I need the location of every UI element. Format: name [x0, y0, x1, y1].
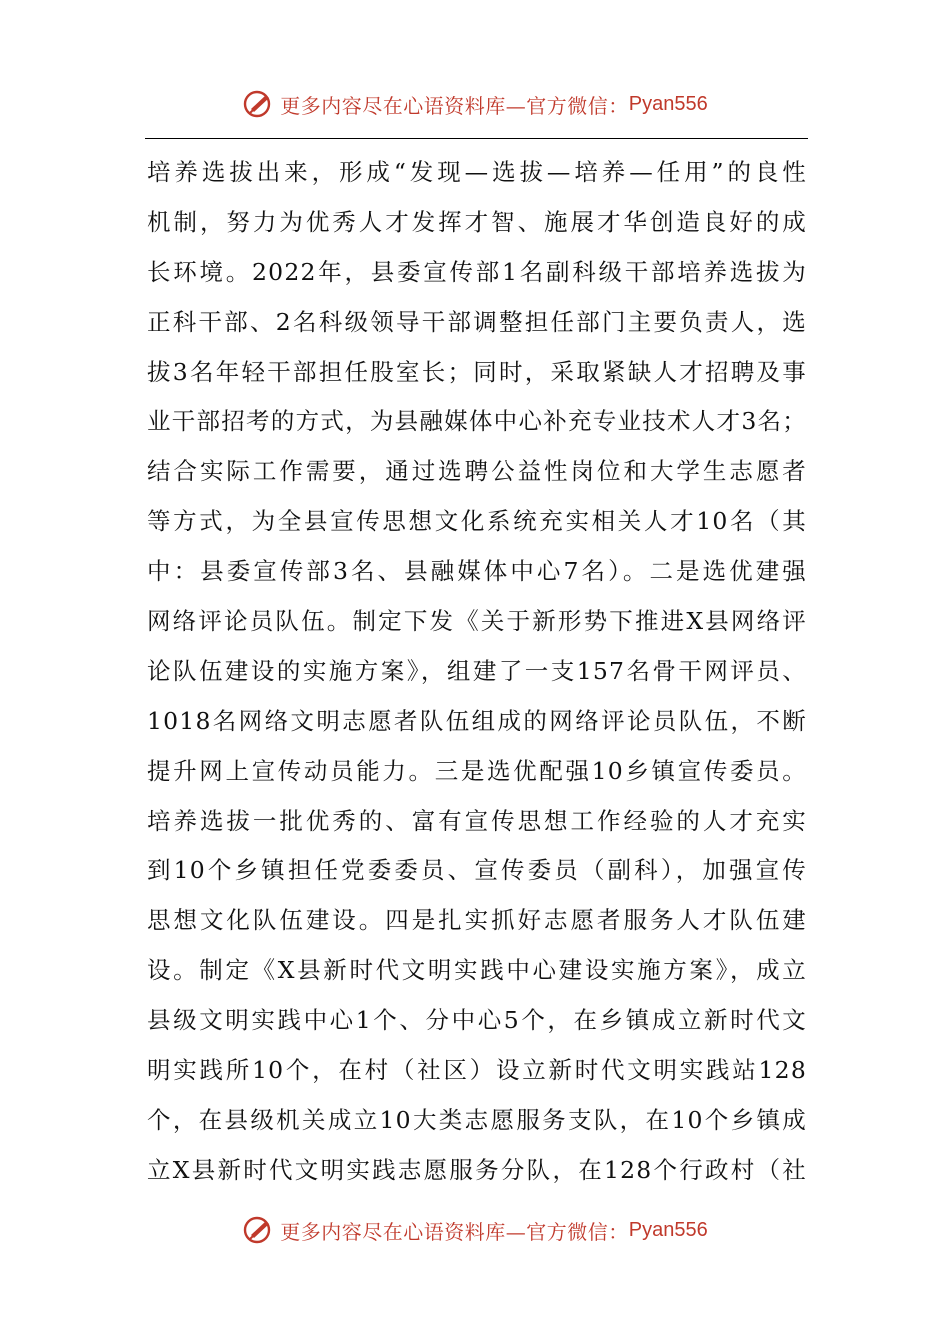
document-body [147, 148, 807, 1196]
text-line: 个，在县级机关成立10大类志愿服务支队，在10个乡镇成 [147, 1105, 807, 1134]
text-line: 县级文明实践中心1个、分中心5个，在乡镇成立新时代文 [147, 1006, 807, 1035]
text-line: 明实践所10个，在村（社区）设立新时代文明实践站128 [147, 1056, 807, 1085]
header-banner-text: 更多内容尽在心语资料库—官方微信： [280, 93, 629, 118]
footer-watermark-banner [0, 1210, 950, 1250]
text-line: 结合实际工作需要，通过选聘公益性岗位和大学生志愿者 [147, 457, 807, 486]
header-wechat-id: Pyan556 [628, 92, 708, 115]
header-divider [145, 138, 808, 139]
text-line: 设。制定《X县新时代文明实践中心建设实施方案》，成立 [147, 956, 807, 985]
text-line: 业干部招考的方式，为县融媒体中心补充专业技术人才3名； [147, 407, 807, 436]
text-line: 等方式，为全县宣传思想文化系统充实相关人才10名（其 [147, 507, 807, 536]
pen-logo-icon [242, 87, 276, 121]
text-line: 提升网上宣传动员能力。三是选优配强10乡镇宣传委员。 [147, 756, 807, 785]
text-line: 论队伍建设的实施方案》，组建了一支157名骨干网评员、 [147, 656, 807, 685]
text-line: 拔3名年轻干部担任股室长；同时，采取紧缺人才招聘及事 [147, 357, 807, 386]
text-line: 中：县委宣传部3名、县融媒体中心7名）。二是选优建强 [147, 557, 807, 586]
pen-logo-icon [242, 1213, 276, 1247]
text-line: 立X县新时代文明实践志愿服务分队，在128个行政村（社 [147, 1155, 807, 1184]
text-line: 机制，努力为优秀人才发挥才智、施展才华创造良好的成 [147, 207, 807, 236]
text-line: 长环境。2022年，县委宣传部1名副科级干部培养选拔为 [147, 257, 807, 286]
text-line: 正科干部、2名科级领导干部调整担任部门主要负责人，选 [147, 307, 807, 336]
text-line: 1018名网络文明志愿者队伍组成的网络评论员队伍，不断 [147, 706, 807, 735]
header-watermark-banner [0, 84, 950, 124]
text-line: 网络评论员队伍。制定下发《关于新形势下推进X县网络评 [147, 607, 807, 636]
text-line: 思想文化队伍建设。四是扎实抓好志愿者服务人才队伍建 [147, 906, 807, 935]
text-line: 培养选拔一批优秀的、富有宣传思想工作经验的人才充实 [147, 806, 807, 835]
text-line: 培养选拔出来，形成“发现—选拔—培养—任用”的良性 [147, 158, 807, 186]
footer-wechat-id: Pyan556 [628, 1218, 708, 1241]
text-line: 到10个乡镇担任党委委员、宣传委员（副科），加强宣传 [147, 856, 807, 885]
footer-banner-text: 更多内容尽在心语资料库—官方微信： [280, 1219, 629, 1244]
